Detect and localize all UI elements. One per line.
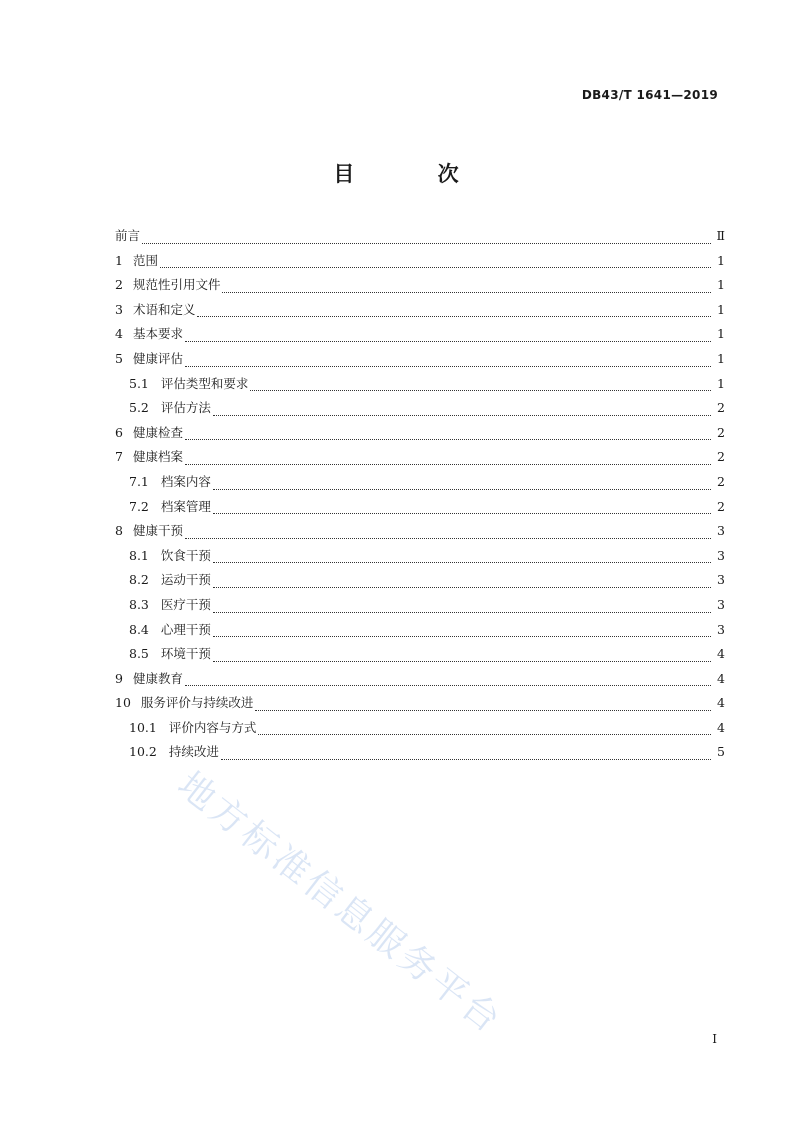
toc-entry[interactable]	[115, 324, 725, 349]
toc-entry[interactable]	[115, 595, 725, 620]
toc-entry-number: 3	[115, 301, 123, 317]
toc-dot-leader	[222, 291, 711, 293]
toc-entry-label: 健康检查	[132, 424, 183, 440]
toc-dot-leader	[185, 438, 711, 440]
toc-entry-label: 基本要求	[132, 326, 183, 342]
toc-entry-label: 医疗干预	[160, 596, 211, 612]
toc-entry-label: 档案内容	[160, 473, 211, 489]
toc-entry-label: 服务评价与持续改进	[140, 695, 254, 711]
toc-entry-number: 8.3	[129, 596, 149, 612]
toc-entry-page: 4	[717, 719, 725, 735]
toc-entry-number: 5.2	[129, 400, 149, 416]
toc-entry-label: 健康干预	[132, 523, 183, 539]
toc-entry-page: 2	[717, 400, 725, 416]
toc-dot-leader	[213, 488, 711, 490]
toc-entry-page: 2	[717, 473, 725, 489]
toc-entry-number: 4	[115, 326, 123, 342]
toc-entry-label: 健康档案	[132, 449, 183, 465]
toc-entry-number: 10.1	[129, 719, 157, 735]
toc-dot-leader	[197, 315, 711, 317]
toc-entry-page: 2	[717, 449, 725, 465]
toc-entry[interactable]	[115, 742, 725, 767]
toc-entry-number: 8.2	[129, 572, 149, 588]
toc-entry-label: 运动干预	[160, 572, 211, 588]
toc-dot-leader	[221, 758, 711, 760]
toc-entry[interactable]	[115, 546, 725, 571]
toc-entry-number: 5	[115, 350, 123, 366]
toc-dot-leader	[258, 733, 711, 735]
toc-entry-page: 5	[717, 744, 725, 760]
toc-entry-label: 范围	[132, 252, 158, 268]
toc-entry-page: 2	[717, 424, 725, 440]
toc-entry[interactable]	[115, 693, 725, 718]
watermark: 地方标准信息服务平台	[169, 764, 511, 1043]
toc-dot-leader	[213, 512, 711, 514]
toc-entry-page: 1	[717, 301, 725, 317]
toc-dot-leader	[185, 684, 711, 686]
toc-entry-page: 1	[717, 326, 725, 342]
toc-entry-label: 规范性引用文件	[132, 277, 221, 293]
toc-entry-label: 评估类型和要求	[160, 375, 249, 391]
toc-entry-label: 评价内容与方式	[168, 719, 257, 735]
toc-entry-page: 4	[717, 670, 725, 686]
toc-dot-leader	[160, 266, 711, 268]
toc-entry-label: 饮食干预	[160, 547, 211, 563]
toc-entry[interactable]	[115, 497, 725, 522]
toc-entry-number: 2	[115, 277, 123, 293]
toc-entry-page: 1	[717, 375, 725, 391]
toc-entry-label: 环境干预	[160, 646, 211, 662]
toc-entry-page: 3	[717, 547, 725, 563]
toc-entry-label: 健康评估	[132, 350, 183, 366]
toc-entry[interactable]	[115, 718, 725, 743]
toc-dot-leader	[213, 635, 711, 637]
toc-dot-leader	[213, 611, 711, 613]
toc-entry-number: 8	[115, 523, 123, 539]
toc-entry-number: 10.2	[129, 744, 157, 760]
toc-entry-page: Ⅱ	[716, 228, 725, 243]
toc-entry-label: 前言	[115, 228, 141, 243]
toc-entry-number: 6	[115, 424, 123, 440]
toc-entry-number: 9	[115, 670, 123, 686]
toc-entry[interactable]	[115, 447, 725, 472]
toc-entry[interactable]	[115, 374, 725, 399]
toc-entry-number: 8.5	[129, 646, 149, 662]
toc-entry-label: 档案管理	[160, 498, 211, 514]
toc-entry-page: 3	[717, 621, 725, 637]
toc-entry[interactable]	[115, 570, 725, 595]
toc-dot-leader	[255, 709, 711, 711]
toc-entry-page: 1	[717, 277, 725, 293]
toc-entry-number: 7.1	[129, 473, 149, 489]
toc-entry-page: 3	[717, 596, 725, 612]
toc-dot-leader	[185, 340, 711, 342]
toc-entry[interactable]	[115, 398, 725, 423]
toc-dot-leader	[213, 414, 711, 416]
toc-dot-leader	[185, 463, 711, 465]
toc-entry-page: 1	[717, 350, 725, 366]
toc-entry[interactable]	[115, 472, 725, 497]
toc-entry-number: 7	[115, 449, 123, 465]
table-of-contents	[115, 226, 725, 767]
toc-entry-number: 7.2	[129, 498, 149, 514]
toc-entry-number: 8.4	[129, 621, 149, 637]
toc-entry-label: 心理干预	[160, 621, 211, 637]
toc-entry[interactable]	[115, 423, 725, 448]
toc-entry[interactable]	[115, 669, 725, 694]
toc-entry[interactable]	[115, 521, 725, 546]
toc-entry-page: 3	[717, 572, 725, 588]
toc-entry-page: 4	[717, 695, 725, 711]
toc-dot-leader	[185, 537, 711, 539]
toc-entry-page: 3	[717, 523, 725, 539]
toc-entry-page: 1	[717, 252, 725, 268]
toc-dot-leader	[142, 242, 710, 244]
toc-dot-leader	[213, 660, 711, 662]
toc-entry[interactable]	[115, 644, 725, 669]
toc-entry[interactable]	[115, 349, 725, 374]
toc-entry-label: 健康教育	[132, 670, 183, 686]
toc-entry-label: 持续改进	[168, 744, 219, 760]
toc-entry[interactable]	[115, 620, 725, 645]
toc-dot-leader	[213, 561, 711, 563]
toc-entry-number: 8.1	[129, 547, 149, 563]
toc-entry-page: 4	[717, 646, 725, 662]
toc-dot-leader	[213, 586, 711, 588]
toc-entry-label: 术语和定义	[132, 301, 196, 317]
toc-entry[interactable]	[115, 251, 725, 276]
toc-entry-number: 5.1	[129, 375, 149, 391]
toc-dot-leader	[250, 389, 711, 391]
toc-entry[interactable]	[115, 275, 725, 300]
toc-entry-page: 2	[717, 498, 725, 514]
toc-dot-leader	[185, 365, 711, 367]
toc-entry[interactable]	[115, 300, 725, 325]
toc-entry-number: 1	[115, 252, 123, 268]
toc-entry[interactable]	[115, 226, 725, 251]
toc-entry-number: 10	[115, 695, 131, 711]
standard-code: DB43/T 1641—2019	[581, 88, 718, 102]
footer-page-number: I	[712, 1032, 717, 1046]
page-title: 目 次	[333, 162, 497, 186]
toc-entry-label: 评估方法	[160, 400, 211, 416]
